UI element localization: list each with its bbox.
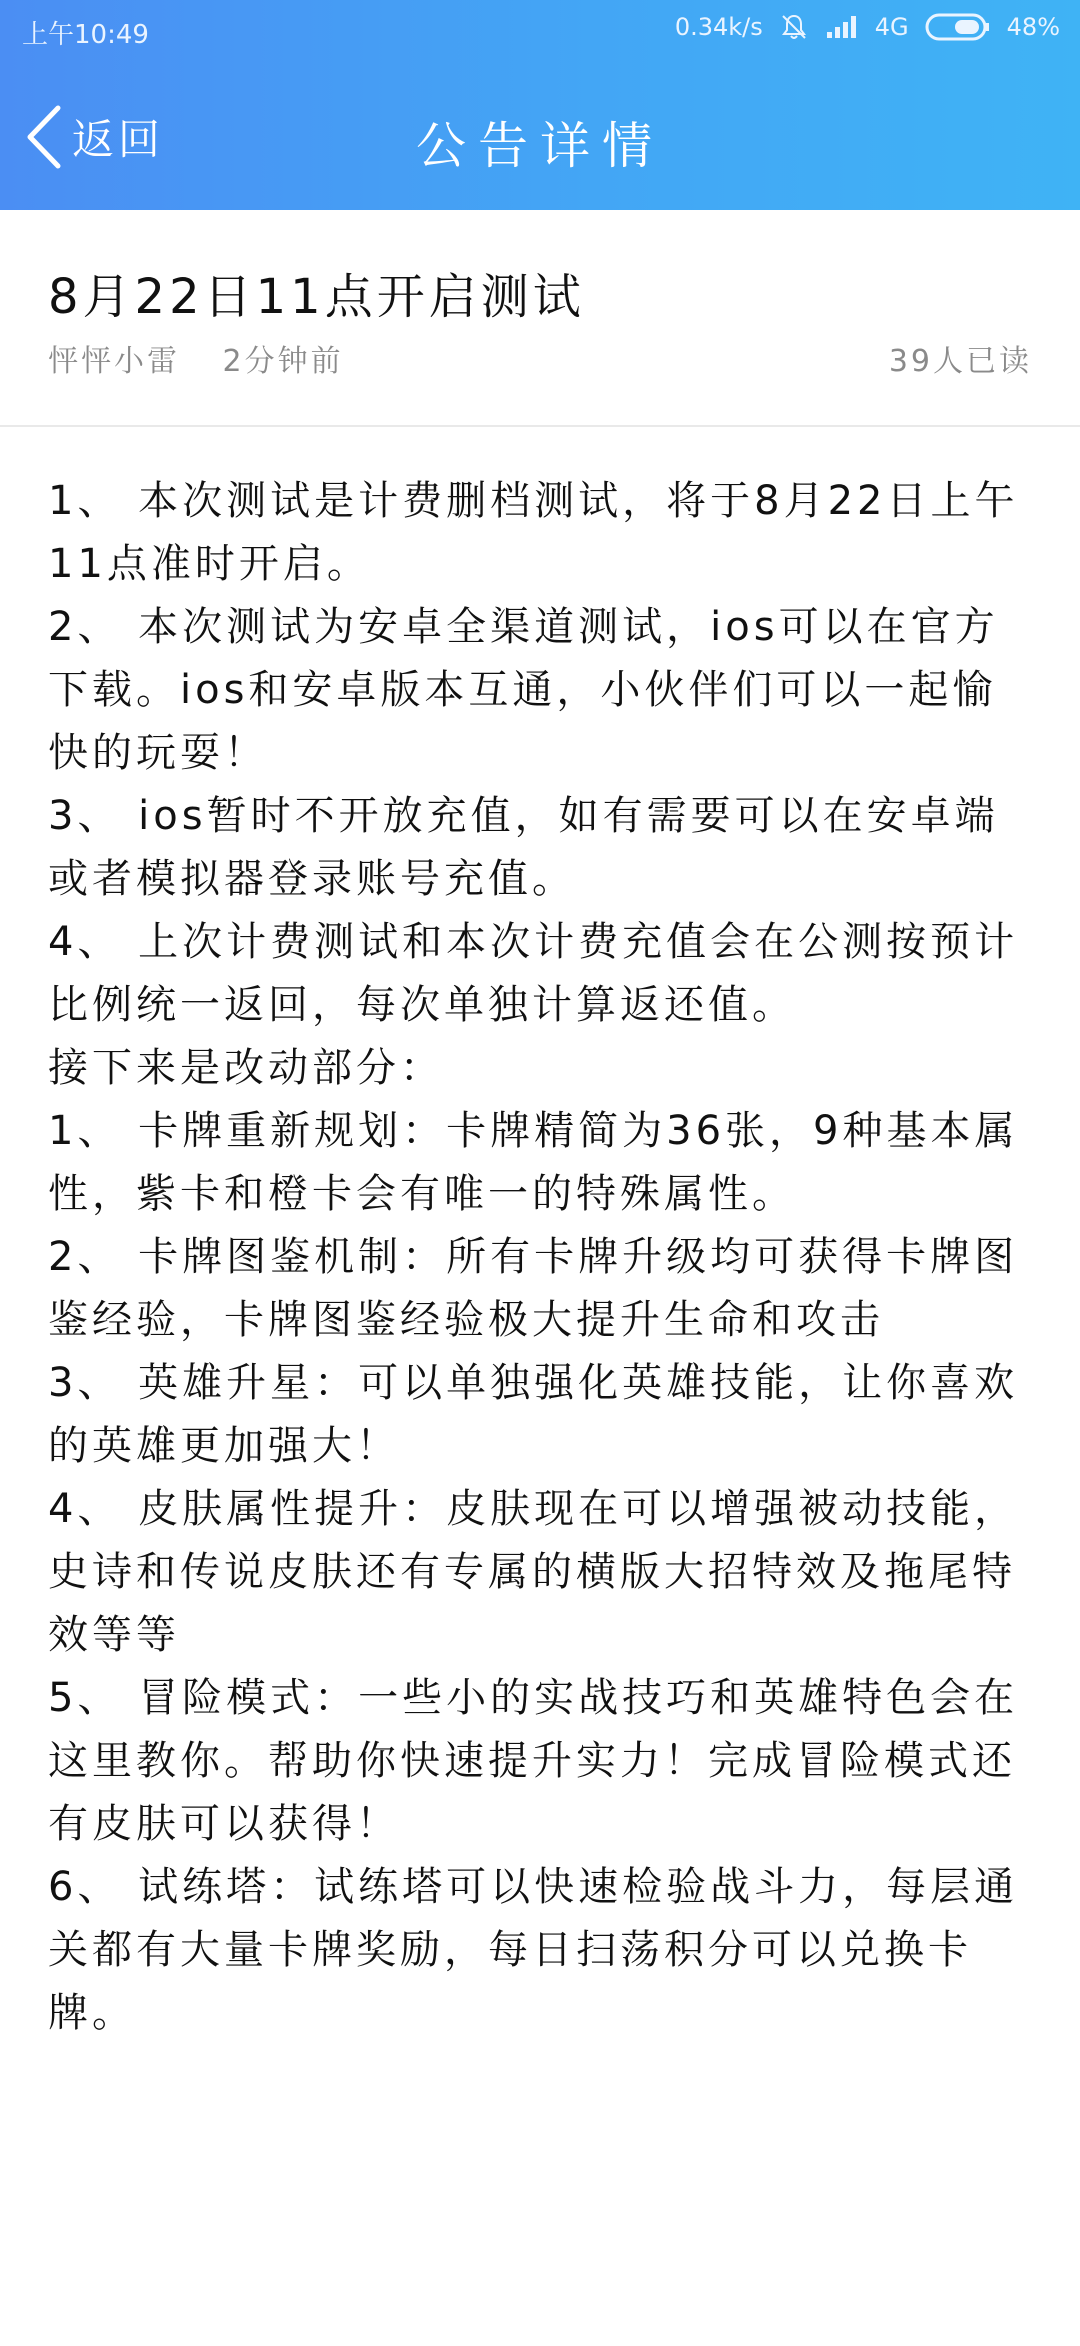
post-author[interactable]: 怦怦小雷 [48,344,180,379]
content-paragraph: 3、 英雄升星：可以单独强化英雄技能，让你喜欢的英雄更加强大！ [48,1360,1019,1469]
status-icons [675,12,1060,42]
content-paragraph: 1、 本次测试是计费删档测试，将于8月22日上午11点准时开启。 [48,478,1019,587]
page-title: 公告详情 [416,117,664,175]
status-bar [0,0,1080,60]
status-time: 上午10:49 [22,20,149,50]
back-label: 返回 [72,115,165,164]
content-paragraph: 5、 冒险模式：一些小的实战技巧和英雄特色会在这里教你。帮助你快速提升实力！完成冒险模式还有皮肤可以获得！ [48,1675,1019,1847]
content-paragraph: 6、 试练塔：试练塔可以快速检验战斗力，每层通关都有大量卡牌奖励，每日扫荡积分可以兑换卡牌。 [48,1864,1019,2036]
content-paragraph: 接下来是改动部分： [48,1045,444,1091]
network-speed: 0.34k/s [674,13,763,41]
top-bar [0,0,1080,210]
read-count: 39人已读 [888,344,1032,379]
content-paragraph: 2、 本次测试为安卓全渠道测试，ios可以在官方下载。ios和安卓版本互通，小伙伴们可以一起愉快的玩耍！ [48,604,999,776]
navigation-bar [0,86,1080,186]
content-paragraph: 1、 卡牌重新规划：卡牌精简为36张，9种基本属性，紫卡和橙卡会有唯一的特殊属性。 [48,1108,1019,1217]
mute-bell-icon [779,12,809,42]
post-meta [48,336,344,380]
battery-icon [925,12,991,42]
signal-icon [825,14,859,40]
content-paragraph: 3、 ios暂时不开放充值，如有需要可以在安卓端或者模拟器登录账号充值。 [48,793,999,902]
post-content [48,470,1032,2045]
post-header [0,210,1080,427]
post-time: 2分钟前 [222,344,344,379]
content-paragraph: 4、 皮肤属性提升：皮肤现在可以增强被动技能，史诗和传说皮肤还有专属的横版大招特效及拖尾特效等等 [48,1486,1019,1658]
battery-level: 48% [1006,13,1060,41]
network-type: 4G [874,13,909,41]
content-paragraph: 4、 上次计费测试和本次计费充值会在公测按预计比例统一返回，每次单独计算返还值。 [48,919,1019,1028]
post-title: 8月22日11点开启测试 [48,269,585,325]
content-paragraph: 2、 卡牌图鉴机制：所有卡牌升级均可获得卡牌图鉴经验，卡牌图鉴经验极大提升生命和攻击 [48,1234,1019,1343]
